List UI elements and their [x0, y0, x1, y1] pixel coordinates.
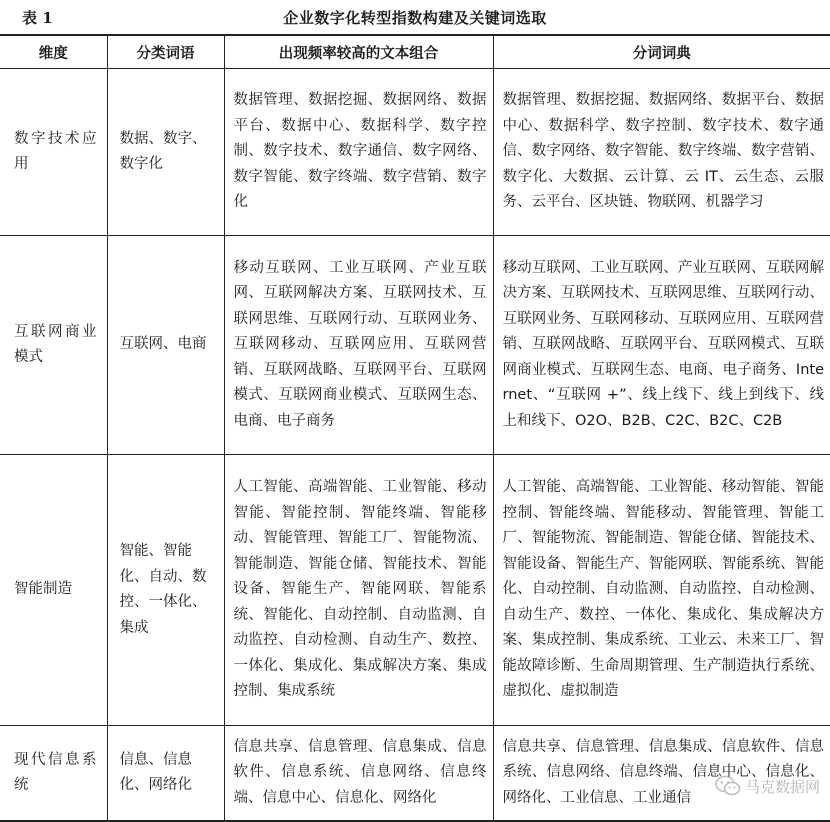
cell-categories: 数据、数字、数字化 [107, 69, 224, 236]
cell-categories: 互联网、电商 [107, 236, 224, 455]
cell-dimension: 智能制造 [0, 455, 107, 726]
cell-dictionary: 信息共享、信息管理、信息集成、信息软件、信息系统、信息网络、信息终端、信息中心、信息化、网络化、工业信息、工业通信 [493, 726, 830, 822]
cell-dictionary: 数据管理、数据挖掘、数据网络、数据平台、数据中心、数据科学、数字控制、数字技术、数字通信、数字网络、数字智能、数字终端、数字营销、数字化、大数据、云计算、云 IT、云生态、云服务、云平台、区块链、物联网、机器学习 [493, 69, 830, 236]
cell-dimension: 互联网商业模式 [0, 236, 107, 455]
cell-text-combinations: 信息共享、信息管理、信息集成、信息软件、信息系统、信息网络、信息终端、信息中心、信息化、网络化 [224, 726, 493, 822]
cell-dictionary: 移动互联网、工业互联网、产业互联网、互联网解决方案、互联网技术、互联网思维、互联网行动、互联网业务、互联网移动、互联网应用、互联网营销、互联网战略、互联网平台、互联网模式、互联网商业模式、互联网生态、电商、电子商务、Internet、“互联网 +”、线上线下、线上到线下、线上和线下、O2O、B2B、C2C、B2C、C2B [493, 236, 830, 455]
table-header-row [0, 35, 830, 69]
cell-categories: 智能、智能化、自动、数控、一体化、集成 [107, 455, 224, 726]
cell-categories: 信息、信息化、网络化 [107, 726, 224, 822]
table-row [0, 236, 830, 455]
table-title: 企业数字化转型指数构建及关键词选取 [283, 9, 547, 27]
table-caption [0, 4, 830, 30]
watermark [715, 775, 820, 797]
table-row [0, 69, 830, 236]
header-categories: 分类词语 [107, 35, 224, 69]
cell-text-combinations: 人工智能、高端智能、工业智能、移动智能、智能控制、智能终端、智能移动、智能管理、智能工厂、智能物流、智能制造、智能仓储、智能技术、智能设备、智能生产、智能网联、智能系统、智能化、自动控制、自动监测、自动监控、自动检测、自动生产、数控、一体化、集成化、集成解决方案、集成控制、集成系统 [224, 455, 493, 726]
table-row [0, 455, 830, 726]
keyword-table [0, 34, 830, 822]
header-text-combinations: 出现频率较高的文本组合 [224, 35, 493, 69]
header-dimension: 维度 [0, 35, 107, 69]
cell-text-combinations: 移动互联网、工业互联网、产业互联网、互联网解决方案、互联网技术、互联网思维、互联网行动、互联网业务、互联网移动、互联网应用、互联网营销、互联网战略、互联网平台、互联网模式、互联网商业模式、互联网生态、电商、电子商务 [224, 236, 493, 455]
watermark-text: 马克数据网 [744, 777, 820, 796]
cell-text-combinations: 数据管理、数据挖掘、数据网络、数据平台、数据中心、数据科学、数字控制、数字技术、数字通信、数字网络、数字智能、数字终端、数字营销、数字化 [224, 69, 493, 236]
cell-dimension: 数字技术应用 [0, 69, 107, 236]
cell-dimension: 现代信息系统 [0, 726, 107, 822]
cell-dictionary: 人工智能、高端智能、工业智能、移动智能、智能控制、智能终端、智能移动、智能管理、智能工厂、智能物流、智能制造、智能仓储、智能技术、智能设备、智能生产、智能网联、智能系统、智能化、自动控制、自动监测、自动监控、自动检测、自动生产、数控、一体化、集成化、集成解决方案、集成控制、集成系统、工业云、未来工厂、智能故障诊断、生命周期管理、生产制造执行系统、虚拟化、虚拟制造 [493, 455, 830, 726]
wechat-icon [715, 775, 741, 797]
table-label: 表 1 [22, 9, 53, 27]
header-dictionary: 分词词典 [493, 35, 830, 69]
table-row [0, 726, 830, 822]
